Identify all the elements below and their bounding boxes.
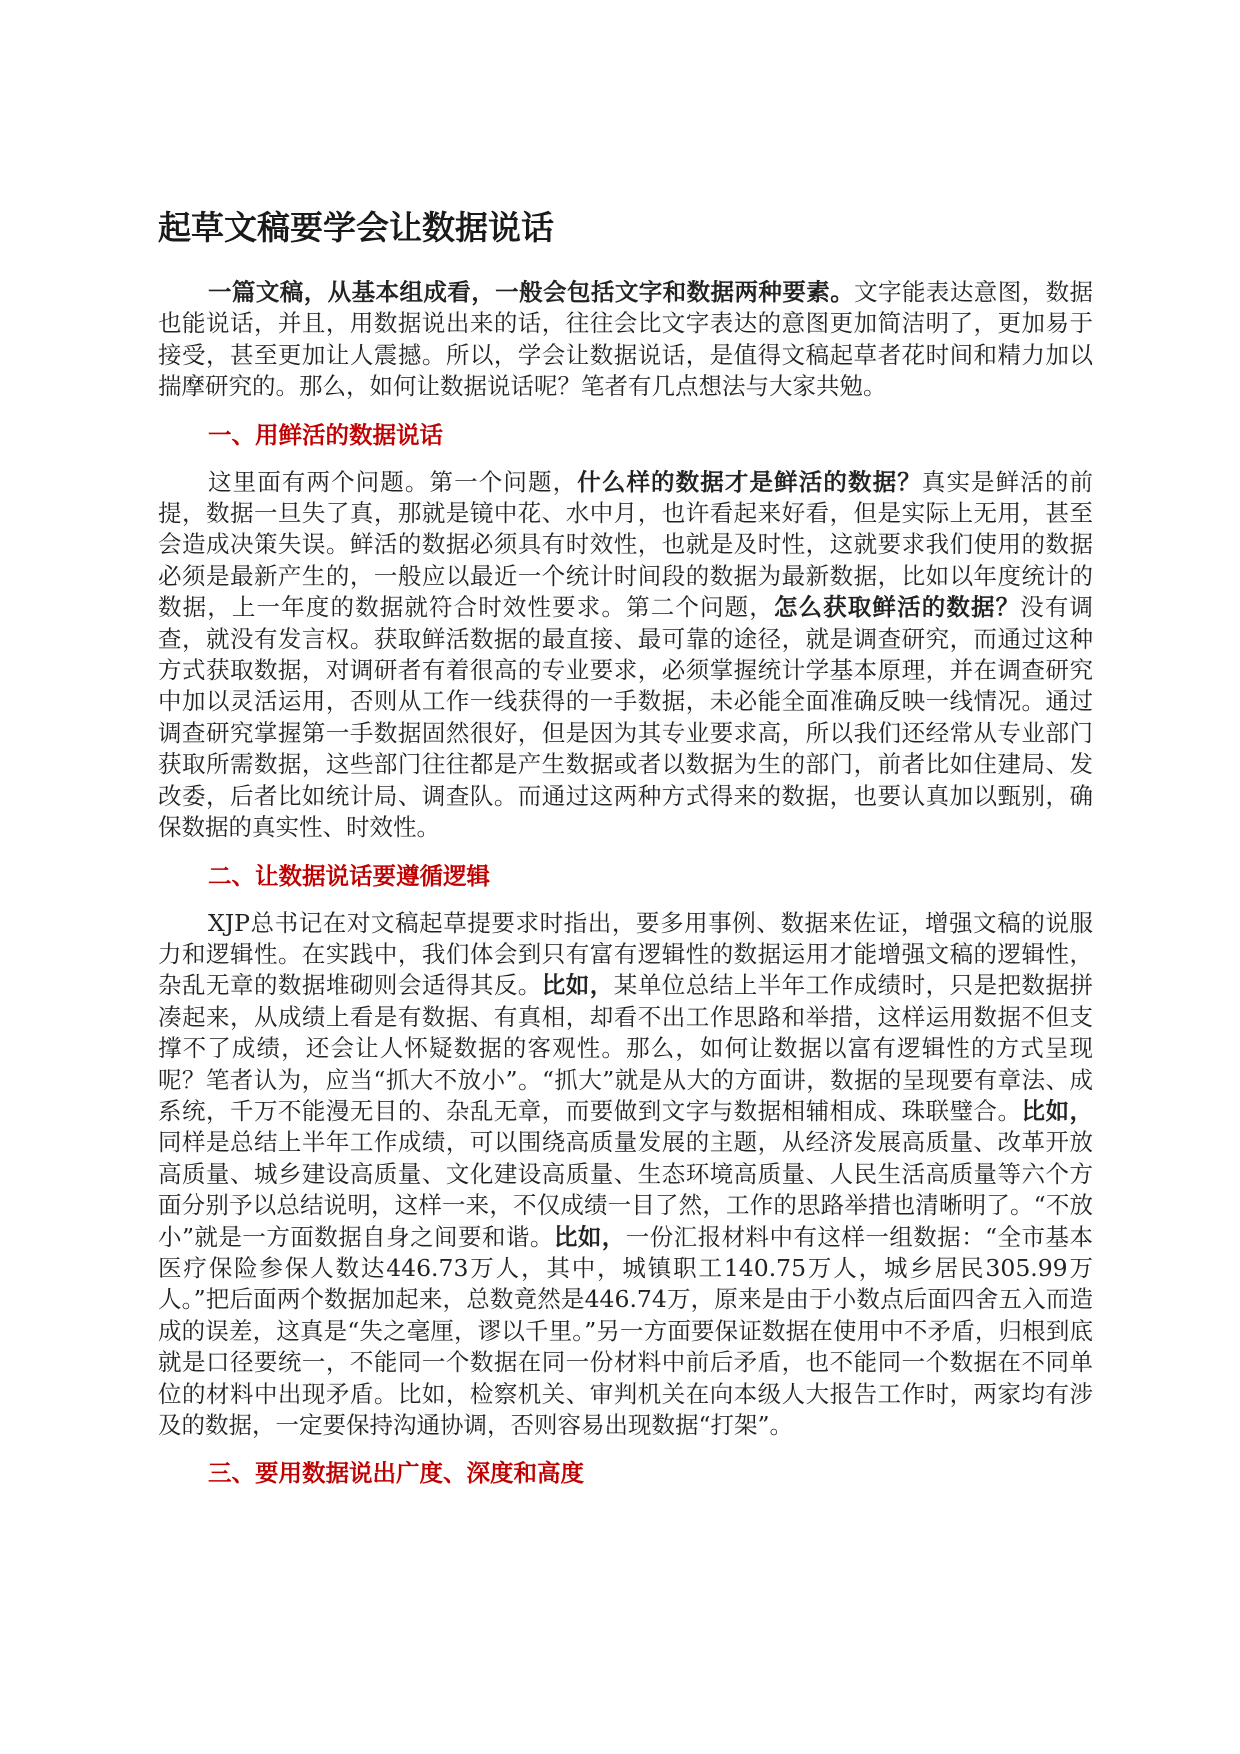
section-1-paragraph <box>158 467 1093 844</box>
section-2-text-4: 一份汇报材料中有这样一组数据：“全市基本医疗保险参保人数达446.73万人，其中，城镇职工140.75万人，城乡居民305.99万人。”把后面两个数据加起来，总数竟然是446.74万，原来是由于小数点后面四舍五入而造成的误差，这真是“失之毫厘，谬以千里。”另一方面要保证数据在使用中不矛盾，归根到底就是口径要统一，不能同一个数据在同一份材料中前后矛盾，也不能同一个数据在不同单位的材料中出现矛盾。比如，检察机关、审判机关在向本级人大报告工作时，两家均有涉及的数据，一定要保持沟通协调，否则容易出现数据“打架”。 <box>158 1222 1094 1439</box>
section-2-paragraph <box>158 908 1093 1442</box>
intro-bold-lead: 一篇文稿，从基本组成看，一般会包括文字和数据两种要素。 <box>208 278 855 306</box>
section-2-text-1: XJP总书记在对文稿起草提要求时指出，要多用事例、数据来佐证，增强文稿的说服力和逻辑性。在实践中，我们体会到只有富有逻辑性的数据运用才能增强文稿的逻辑性，杂乱无章的数据堆砌则会适得其反。 <box>158 908 1093 1000</box>
section-2-heading: 二、让数据说话要遵循逻辑 <box>208 861 490 890</box>
section-2-text-3: 同样是总结上半年工作成绩，可以围绕高质量发展的主题，从经济发展高质量、改革开放高质量、城乡建设高质量、文化建设高质量、生态环境高质量、人民生活高质量等六个方面分别予以总结说明，这样一来，不仅成绩一目了然，工作的思路举措也清晰明了。“不放小”就是一方面数据自身之间要和谐。 <box>158 1128 1093 1251</box>
intro-paragraph <box>158 277 1093 403</box>
section-2-text-2: 某单位总结上半年工作成绩时，只是把数据拼凑起来，从成绩上看是有数据、有真相，却看不出工作思路和举措，这样运用数据不但支撑不了成绩，还会让人怀疑数据的客观性。那么，如何让数据以富有逻辑性的方式呈现呢？笔者认为，应当“抓大不放小”。“抓大”就是从大的方面讲，数据的呈现要有章法、成系统，千万不能漫无目的、杂乱无章，而要做到文字与数据相辅相成、珠联璧合。 <box>158 971 1094 1125</box>
section-1-bold-2: 怎么获取鲜活的数据？ <box>773 593 1021 622</box>
section-1-text-3: 没有调查，就没有发言权。获取鲜活数据的最直接、最可靠的途径，就是调查研究，而通过这种方式获取数据，对调研者有着很高的专业要求，必须掌握统计学基本原理，并在调查研究中加以灵活运用，否则从工作一线获得的一手数据，未必能全面准确反映一线情况。通过调查研究掌握第一手数据固然很好，但是因为其专业要求高，所以我们还经常从专业部门获取所需数据，这些部门往往都是产生数据或者以数据为生的部门，前者比如住建局、发改委，后者比如统计局、调查队。而通过这两种方式得来的数据，也要认真加以甄别，确保数据的真实性、时效性。 <box>158 593 1094 842</box>
document-title: 起草文稿要学会让数据说话 <box>158 208 554 247</box>
section-1-bold-1: 什么样的数据才是鲜活的数据？ <box>577 467 922 496</box>
intro-text: 文字能表达意图，数据也能说话，并且，用数据说出来的话，往往会比文字表达的意图更加简洁明了，更加易于接受，甚至更加让人震撼。所以，学会让数据说话，是值得文稿起草者花时间和精力加以揣摩研究的。那么，如何让数据说话呢？笔者有几点想法与大家共勉。 <box>158 278 1094 401</box>
section-2-bold-3: 比如， <box>553 1222 626 1251</box>
section-1-text-2: 真实是鲜活的前提，数据一旦失了真，那就是镜中花、水中月，也许看起来好看，但是实际上无用，甚至会造成决策失误。鲜活的数据必须具有时效性，也就是及时性，这就要求我们使用的数据必须是最新产生的，一般应以最近一个统计时间段的数据为最新数据，比如以年度统计的数据，上一年度的数据就符合时效性要求。第二个问题， <box>158 467 1094 622</box>
section-3-heading: 三、要用数据说出广度、深度和高度 <box>208 1459 584 1488</box>
section-1-heading: 一、用鲜活的数据说话 <box>208 420 443 449</box>
document-page <box>158 205 1093 1505</box>
section-2-bold-2: 比如， <box>1021 1096 1094 1125</box>
section-1-text-1: 这里面有两个问题。第一个问题， <box>208 467 578 496</box>
section-2-bold-1: 比如， <box>541 971 614 1000</box>
